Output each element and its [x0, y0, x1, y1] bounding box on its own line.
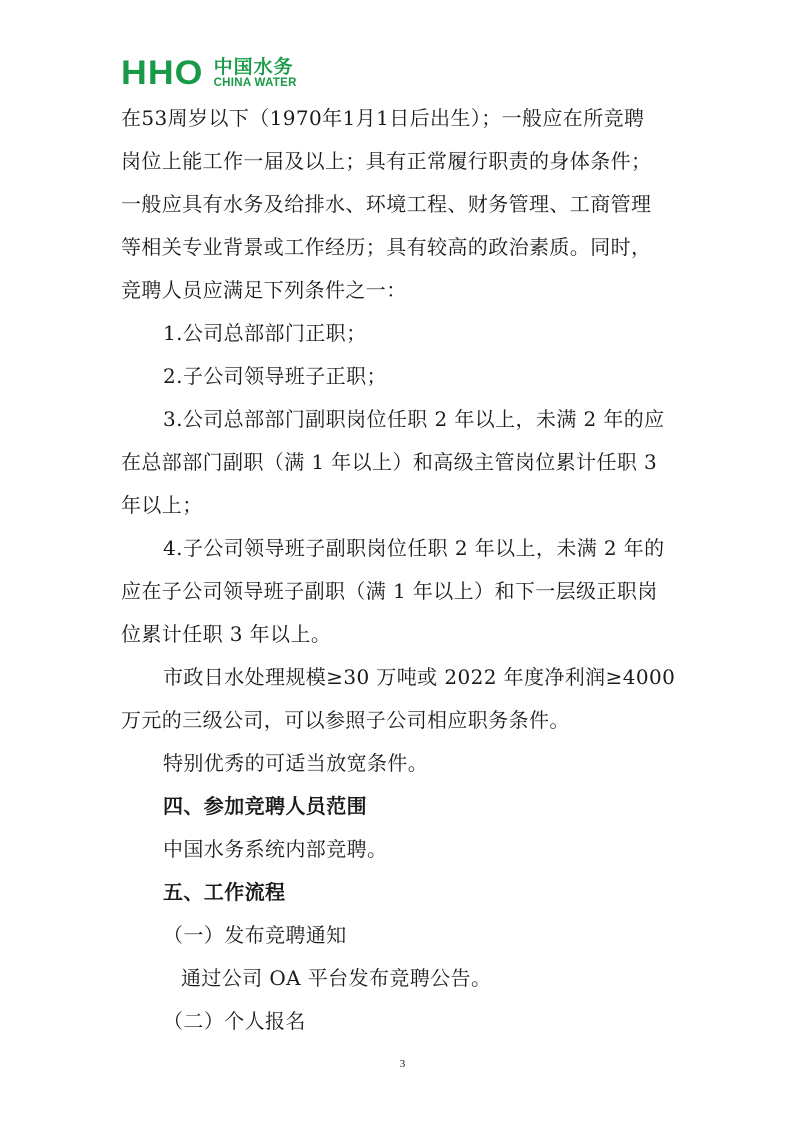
- section-heading-5: 五、工作流程: [163, 880, 286, 904]
- logo-text-block: [214, 57, 297, 89]
- body-line-4: 等相关专业背景或工作经历；具有较高的政治素质。同时，: [121, 235, 652, 259]
- condition-item-4-cont-2: 位累计任职 3 年以上。: [121, 622, 332, 646]
- logo-mark: HHO: [121, 54, 204, 92]
- condition-item-4-cont-1: 应在子公司领导班子副职（满 1 年以上）和下一层级正职岗: [121, 579, 658, 603]
- subsection-heading-2: （二）个人报名: [163, 1009, 306, 1033]
- section-heading-4: 四、参加竞聘人员范围: [163, 794, 367, 818]
- body-line-1: 在53周岁以下（1970年1月1日后出生）；一般应在所竞聘: [121, 106, 645, 130]
- condition-item-3-cont-2: 年以上；: [121, 493, 203, 517]
- condition-item-4: 4.子公司领导班子副职岗位任职 2 年以上，未满 2 年的: [163, 536, 665, 560]
- body-line-3: 一般应具有水务及给排水、环境工程、财务管理、工商管理: [121, 192, 652, 216]
- body-line-2: 岗位上能工作一届及以上；具有正常履行职责的身体条件；: [121, 149, 652, 173]
- body-paragraph-municipal: 市政日水处理规模≥30 万吨或 2022 年度净利润≥4000: [163, 665, 676, 689]
- body-paragraph-notice: 通过公司 OA 平台发布竞聘公告。: [181, 966, 492, 990]
- logo-chinese-name: 中国水务: [213, 56, 294, 78]
- page-number: 3: [399, 1058, 406, 1070]
- condition-item-3: 3.公司总部部门副职岗位任职 2 年以上，未满 2 年的应: [163, 407, 665, 431]
- subsection-heading-1: （一）发布竞聘通知: [163, 923, 347, 947]
- body-paragraph-scope: 中国水务系统内部竞聘。: [163, 837, 388, 861]
- condition-item-2: 2.子公司领导班子正职；: [163, 364, 387, 388]
- body-paragraph-municipal-cont: 万元的三级公司，可以参照子公司相应职务条件。: [121, 708, 570, 732]
- company-logo: [121, 56, 297, 90]
- condition-item-3-cont-1: 在总部部门副职（满 1 年以上）和高级主管岗位累计任职 3: [121, 450, 658, 474]
- logo-english-name: CHINA WATER: [213, 77, 297, 89]
- body-paragraph-exception: 特别优秀的可适当放宽条件。: [163, 751, 429, 775]
- body-line-5: 竞聘人员应满足下列条件之一：: [121, 278, 407, 302]
- condition-item-1: 1.公司总部部门正职；: [163, 321, 367, 345]
